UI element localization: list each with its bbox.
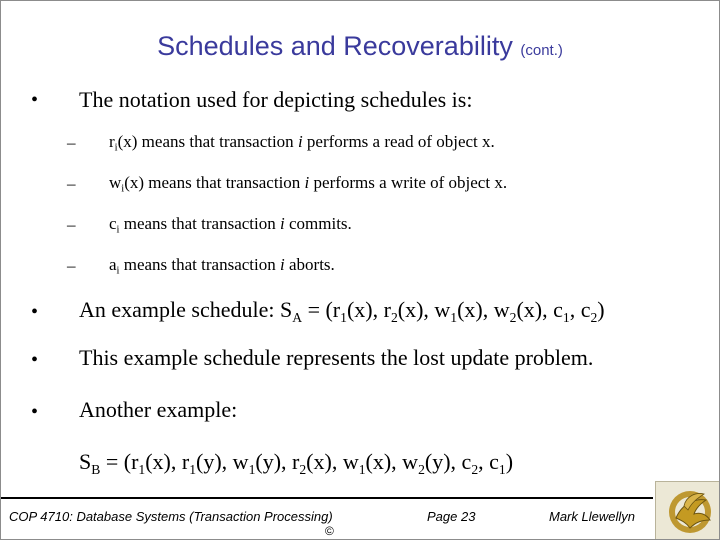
transaction-subscript: 1 [340,309,347,325]
lost-update-text: This example schedule represents the lost update problem. [79,345,594,370]
notation-text: means that transaction [119,214,280,233]
title-main: Schedules and Recoverability [157,31,513,61]
transaction-subscript: 1 [450,309,458,325]
schedule-a-subscript: A [292,309,303,325]
transaction-subscript: 2 [418,461,425,477]
schedule-operation-text: (y), c [424,449,472,474]
footer-copyright: © [325,524,334,538]
transaction-subscript: 2 [509,309,517,325]
notation-description: performs a write of object x. [309,173,508,192]
schedule-operation-text: (x), w [457,297,510,322]
notation-item-w [109,173,507,193]
notation-dash: – [67,215,76,234]
slide-title [1,31,719,62]
transaction-subscript: 1 [138,461,146,477]
notation-symbol: r [109,132,115,151]
schedule-operation-text: (x), r [346,297,391,322]
notation-subscript: i [116,265,120,277]
footer-course: COP 4710: Database Systems (Transaction Processing) [9,509,333,524]
notation-dash: – [67,133,76,152]
footer-author: Mark Llewellyn [549,509,635,524]
transaction-subscript: 1 [189,461,197,477]
schedule-operation-text: , c [569,297,591,322]
notation-item-r [109,132,495,152]
notation-symbol: a [109,255,117,274]
bullet-3: • [31,349,39,371]
example-a-tokens [302,297,605,325]
transaction-subscript: 2 [590,309,598,325]
notation-variable: i [280,255,285,274]
schedule-operation-text: , c [478,449,499,474]
notation-variable: i [304,173,310,192]
notation-symbol: w [109,173,122,192]
footer-page: Page 23 [427,509,476,524]
transaction-subscript: 2 [299,461,307,477]
notation-subscript: i [114,142,118,154]
transaction-subscript: 1 [358,461,366,477]
schedule-operation-text: ) [505,449,514,474]
example-a-text: An example schedule: S [79,297,293,322]
title-suffix: (cont.) [520,42,563,59]
notation-symbol: c [109,214,117,233]
schedule-operation-text: = (r [100,449,139,474]
logo-box [655,481,720,540]
schedule-operation-text: (x), w [397,297,451,322]
transaction-subscript: 1 [562,309,570,325]
intro-text: The notation used for depicting schedules is: [79,87,473,112]
notation-description: commits. [284,214,352,233]
transaction-subscript: 2 [471,461,479,477]
notation-item-a [109,255,335,275]
schedule-operation-text: (x), w [365,449,419,474]
another-example-text: Another example: [79,397,238,422]
ucf-pegasus-logo-icon [656,482,720,540]
notation-dash: – [67,256,76,275]
notation-description: aborts. [284,255,335,274]
notation-subscript: i [121,183,125,195]
notation-item-c [109,214,352,234]
notation-subscript: i [116,224,120,236]
example-schedule-a [79,297,605,323]
notation-variable: i [280,214,285,233]
notation-text: (x) means that transaction [124,173,305,192]
schedule-operation-text: (y), w [196,449,249,474]
bullet-1: • [31,89,39,111]
schedule-operation-text: (x), w [306,449,359,474]
example-b-tokens [100,449,514,477]
notation-variable: i [297,132,303,151]
notation-dash: – [67,174,76,193]
transaction-subscript: 1 [498,461,506,477]
notation-text: (x) means that transaction [117,132,298,151]
schedule-operation-text: (y), r [255,449,300,474]
schedule-operation-text: ) [597,297,605,322]
footer-divider [1,497,653,499]
transaction-subscript: 2 [390,309,398,325]
example-b-text: S [79,449,92,474]
example-schedule-b [79,449,513,475]
bullet-4: • [31,401,39,423]
notation-description: performs a read of object x. [302,132,495,151]
transaction-subscript: 1 [248,461,256,477]
notation-text: means that transaction [119,255,280,274]
schedule-b-subscript: B [91,461,101,477]
schedule-operation-text: (x), c [516,297,563,322]
schedule-operation-text: (x), r [145,449,190,474]
schedule-operation-text: = (r [302,297,341,322]
bullet-2: • [31,301,39,323]
